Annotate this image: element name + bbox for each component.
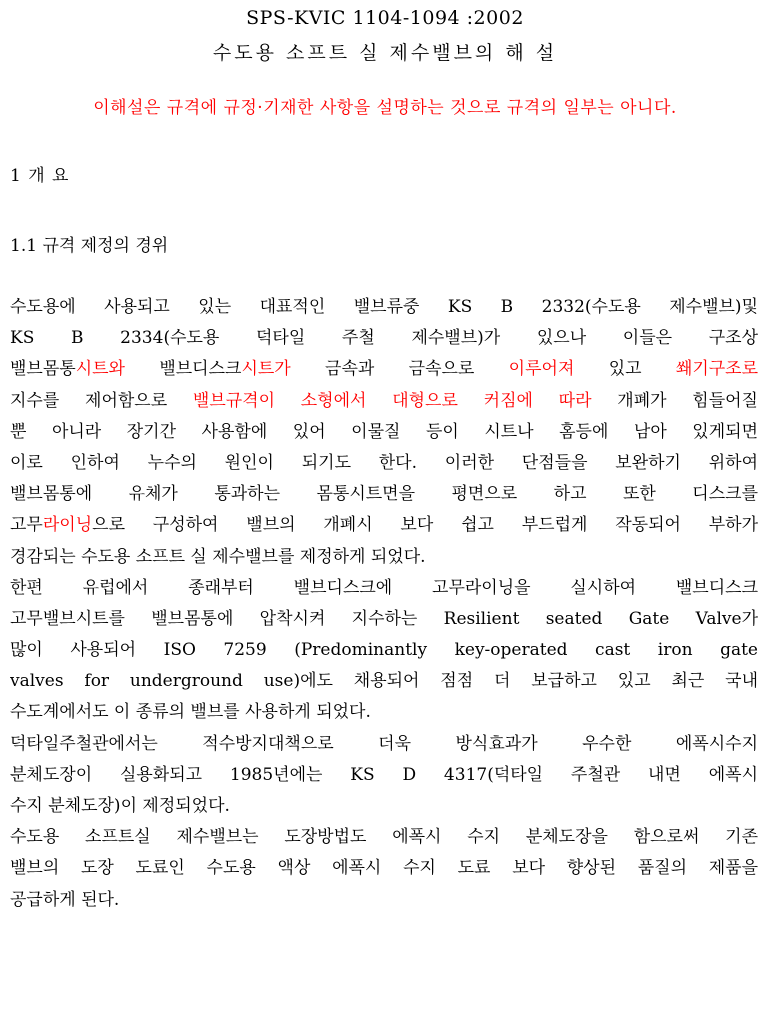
subsection-heading: 1.1 규격 제정의 경위 (10, 236, 169, 256)
document-title: 수도용 소프트 실 제수밸브의 해 설 (212, 42, 558, 64)
text-line (10, 885, 758, 916)
highlighted-text: 시트와 (75, 359, 125, 380)
section-heading: 1 개 요 (10, 166, 70, 186)
text-segment: 이로 인하여 누수의 원인이 되기도 한다. 이러한 단점들을 보완하기 위하여 (10, 452, 758, 473)
text-line (10, 479, 758, 510)
text-segment: 수지 분체도장)이 제정되었다. (10, 796, 230, 816)
text-segment: KS B 2334(수도용 덕타일 주철 제수밸브)가 있으나 이들은 구조상 (10, 328, 758, 349)
highlighted-text: 쐐기구조로 (675, 359, 758, 380)
text-segment: valves for underground use)에도 채용되어 점점 더 보급하고 있고 최근 국내 (10, 671, 758, 692)
text-line (10, 604, 758, 635)
text-segment: 고무 (10, 515, 43, 536)
highlighted-text: 밸브규격이 소형에서 대형으로 커짐에 따라 (192, 390, 592, 411)
text-segment: 수도계에서도 이 종류의 밸브를 사용하게 되었다. (10, 702, 371, 723)
text-segment: 밸브의 도장 도료인 수도용 액상 에폭시 수지 도료 보다 향상된 품질의 제품을 (10, 858, 758, 879)
text-line (10, 292, 758, 323)
disclaimer-notice: 이해설은 규격에 규정·기재한 사항을 설명하는 것으로 규격의 일부는 아니다. (93, 98, 677, 118)
text-line (10, 323, 758, 354)
text-segment: 밸브몸통에 유체가 통과하는 몸통시트면을 평면으로 하고 또한 디스크를 (10, 484, 758, 505)
standard-code: SPS-KVIC 1104-1094 :2002 (246, 7, 524, 29)
text-segment: 으로 구성하여 밸브의 개폐시 보다 쉽고 부드럽게 작동되어 부하가 (92, 515, 758, 536)
text-segment: 밸브디스크 (124, 359, 242, 380)
text-line (10, 635, 758, 666)
text-segment: 공급하게 된다. (10, 889, 120, 910)
text-segment: 금속과 금속으로 (290, 359, 509, 380)
text-line (10, 386, 758, 417)
text-line (10, 822, 758, 853)
body-text (10, 292, 758, 916)
text-line (10, 354, 758, 385)
text-segment: 덕타일주철관에서는 적수방지대책으로 더욱 방식효과가 우수한 에폭시수지 (10, 733, 758, 754)
text-segment: 한편 유럽에서 종래부터 밸브디스크에 고무라이닝을 실시하여 밸브디스크 (10, 577, 758, 598)
text-segment: 수도용 소프트실 제수밸브는 도장방법도 에폭시 수지 분체도장을 함으로써 기존 (10, 827, 758, 848)
text-line (10, 448, 758, 479)
text-segment: 경감되는 수도용 소프트 실 제수밸브를 제정하게 되었다. (10, 546, 426, 567)
text-segment: 많이 사용되어 ISO 7259 (Predominantly key-operated cast iron gate (10, 640, 758, 661)
text-line (10, 573, 758, 604)
text-line (10, 417, 758, 448)
text-segment: 뿐 아니라 장기간 사용함에 있어 이물질 등이 시트나 홈등에 남아 있게되면 (10, 421, 758, 442)
text-segment: 고무밸브시트를 밸브몸통에 압착시켜 지수하는 Resilient seated Gate Valve가 (10, 608, 758, 629)
text-line (10, 542, 758, 573)
highlighted-text: 시트가 (241, 359, 291, 380)
text-segment: 개폐가 힘들어질 (591, 390, 758, 411)
text-line (10, 666, 758, 697)
text-line (10, 697, 758, 728)
text-segment: 분체도장이 실용화되고 1985년에는 KS D 4317(덕타일 주철관 내면 에폭시 (10, 764, 758, 785)
highlighted-text: 이루어져 (508, 359, 575, 380)
text-segment: 있고 (574, 359, 676, 380)
text-line (10, 729, 758, 760)
text-line (10, 853, 758, 884)
text-line (10, 510, 758, 541)
highlighted-text: 라이닝 (42, 515, 93, 536)
text-line (10, 760, 758, 791)
text-segment: 지수를 제어함으로 (10, 390, 193, 411)
text-line (10, 791, 758, 822)
text-segment: 밸브몸통 (10, 359, 76, 380)
text-segment: 수도용에 사용되고 있는 대표적인 밸브류중 KS B 2332(수도용 제수밸브)및 (10, 297, 758, 317)
